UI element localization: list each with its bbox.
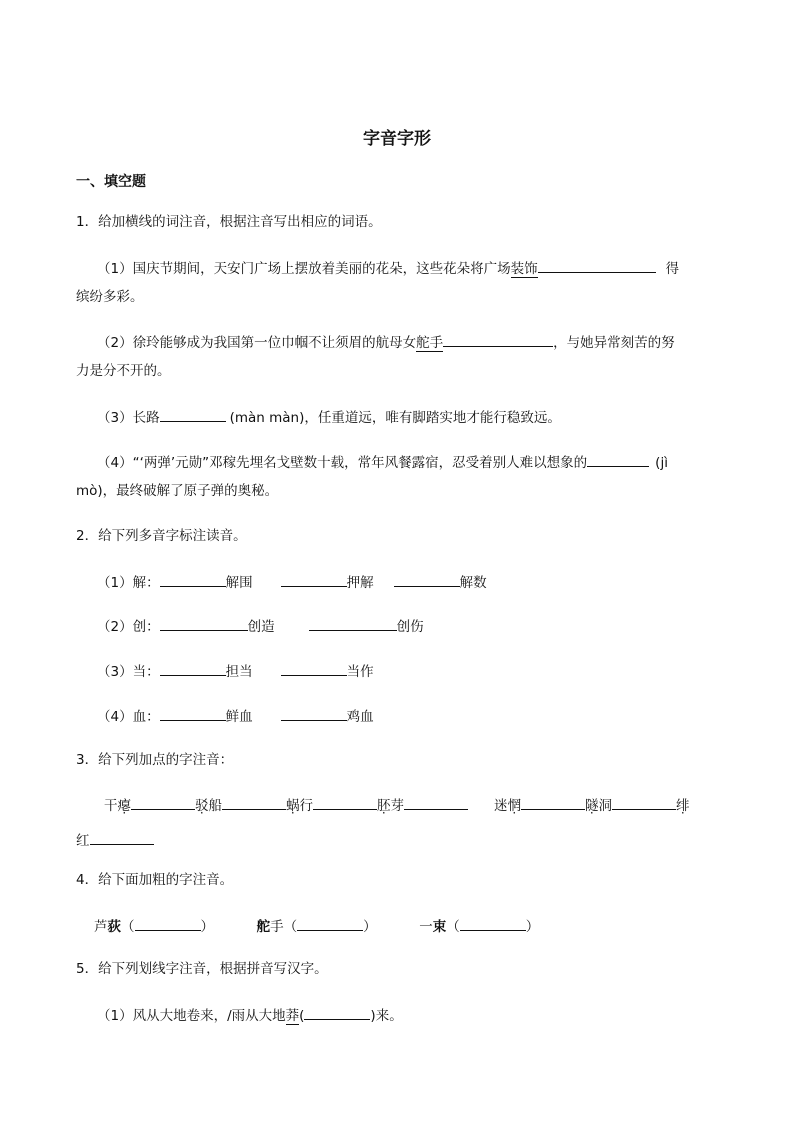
answer-blank[interactable]	[309, 615, 397, 631]
q3-dotted-char: 瘪	[117, 798, 131, 814]
question-5-stem: 5．给下列划线字注音，根据拼音写汉字。	[76, 961, 328, 977]
q1-item-3-text: （3）长路	[97, 410, 160, 426]
answer-blank[interactable]	[612, 794, 676, 810]
q5-item-1-text: （1）风从大地卷来，/雨从大地	[97, 1008, 286, 1024]
answer-blank[interactable]	[160, 615, 248, 631]
q3-dotted-char: 隧	[585, 798, 599, 814]
answer-blank[interactable]	[538, 257, 656, 273]
q3-char: 迷	[494, 798, 508, 814]
answer-blank[interactable]	[304, 1004, 370, 1020]
answer-blank[interactable]	[460, 915, 526, 931]
q3-dotted-char: 蜗	[286, 798, 300, 814]
page-title: 字音字形	[363, 129, 431, 149]
answer-blank[interactable]	[443, 331, 553, 347]
q1-item-4-text: （4）“‘两弹’元勋”邓稼先埋名戈壁数十载，常年风餐露宿，忍受着别人难以想象的	[97, 455, 588, 471]
q5-underlined-char: 莽	[285, 1008, 300, 1024]
question-2-stem: 2．给下列多音字标注读音。	[76, 528, 247, 544]
q4-paren: ）	[525, 919, 540, 935]
q4-paren: （	[446, 919, 460, 935]
q2-word: 解围	[225, 575, 253, 591]
section-heading: 一、填空题	[76, 174, 146, 190]
q2-word: 解数	[459, 575, 487, 591]
q1-item-4-cont: mò)，最终破解了原子弹的奥秘。	[76, 483, 279, 499]
q1-item-4-pinyin: (jì	[655, 455, 668, 471]
q3-words-row	[104, 794, 690, 816]
answer-blank[interactable]	[281, 660, 347, 676]
q2-row-2-label: （2）创：	[97, 619, 160, 635]
q4-char: 芦	[94, 919, 108, 935]
q1-item-1-underlined-word: 装饰	[510, 261, 538, 277]
answer-blank[interactable]	[135, 915, 201, 931]
answer-blank[interactable]	[587, 451, 649, 467]
q1-item-3-tail: (màn màn)，任重道远，唯有脚踏实地才能行稳致远。	[229, 410, 561, 426]
q2-word: 创伤	[396, 619, 424, 635]
q3-char: 红	[76, 833, 90, 849]
answer-blank[interactable]	[281, 705, 347, 721]
answer-blank[interactable]	[222, 794, 286, 810]
q2-row-3	[97, 660, 374, 682]
q1-item-1-cont: 缤纷多彩。	[76, 289, 144, 305]
q2-word: 创造	[247, 619, 275, 635]
answer-blank[interactable]	[394, 571, 460, 587]
q2-row-1	[97, 571, 487, 593]
answer-blank[interactable]	[297, 915, 363, 931]
question-1-stem: 1．给加横线的词注音，根据注音写出相应的词语。	[76, 214, 382, 230]
q1-item-2-tail: ，与她异常刻苦的努	[553, 335, 675, 351]
q1-item-1-tail: 得	[665, 261, 680, 277]
answer-blank[interactable]	[313, 794, 377, 810]
q2-row-4-label: （4）血：	[97, 709, 160, 725]
q1-item-2-cont: 力是分不开的。	[76, 363, 171, 379]
q3-dotted-char: 惘	[507, 798, 521, 814]
q4-bold-char: 舵	[256, 919, 271, 935]
q5-item-1-tail: )来。	[370, 1008, 403, 1024]
q4-row	[94, 915, 539, 937]
q2-word: 鸡血	[346, 709, 374, 725]
q5-item-1	[97, 1004, 403, 1026]
q4-bold-char: 束	[432, 919, 447, 935]
answer-blank[interactable]	[281, 571, 347, 587]
q2-row-4	[97, 705, 374, 727]
q3-char: 芽	[390, 798, 404, 814]
q3-words-row-cont	[76, 829, 154, 851]
q4-paren: （	[283, 919, 298, 935]
answer-blank[interactable]	[90, 829, 154, 845]
q4-bold-char: 荻	[107, 919, 121, 935]
question-4-stem: 4．给下面加粗的字注音。	[76, 872, 234, 888]
answer-blank[interactable]	[160, 660, 226, 676]
q2-row-1-label: （1）解：	[97, 575, 160, 591]
answer-blank[interactable]	[521, 794, 585, 810]
q1-item-1-text: （1）国庆节期间，天安门广场上摆放着美丽的花朵，这些花朵将广场	[97, 261, 511, 277]
q2-word: 押解	[346, 575, 374, 591]
q1-item-2-text: （2）徐玲能够成为我国第一位巾帼不让须眉的航母女	[97, 335, 417, 351]
q3-char: 行	[299, 798, 313, 814]
answer-blank[interactable]	[160, 705, 226, 721]
q4-paren: ）	[200, 919, 214, 935]
q1-item-1	[97, 257, 679, 279]
q2-word: 担当	[225, 664, 253, 680]
q3-char: 洞	[598, 798, 612, 814]
q3-char: 船	[208, 798, 222, 814]
q4-char: 一	[419, 919, 433, 935]
answer-blank[interactable]	[160, 571, 226, 587]
q2-word: 当作	[346, 664, 374, 680]
answer-blank[interactable]	[131, 794, 195, 810]
question-3-stem: 3．给下列加点的字注音：	[76, 752, 234, 768]
q3-dotted-char: 绯	[676, 798, 690, 814]
q2-word: 鲜血	[225, 709, 253, 725]
q3-char: 干	[104, 798, 118, 814]
q4-paren: （	[121, 919, 135, 935]
q3-dotted-char: 驳	[195, 798, 209, 814]
q5-paren: (	[299, 1008, 305, 1024]
answer-blank[interactable]	[404, 794, 468, 810]
answer-blank[interactable]	[160, 406, 226, 422]
q3-dotted-char: 胚	[377, 798, 391, 814]
q1-item-2-underlined-word: 舵手	[416, 335, 444, 351]
q4-paren: ）	[363, 919, 377, 935]
q1-item-2	[97, 331, 675, 353]
q1-item-3	[97, 406, 561, 428]
q1-item-4	[97, 451, 668, 473]
q2-row-2	[97, 615, 424, 637]
q2-row-3-label: （3）当：	[97, 664, 160, 680]
q4-char: 手	[270, 919, 284, 935]
